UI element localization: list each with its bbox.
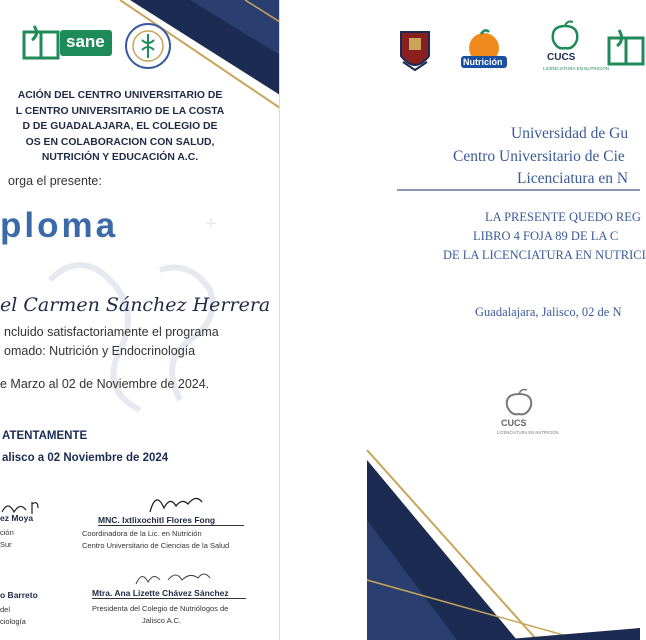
signer-role: Presidenta del Colegio de Nutriólogos de (92, 604, 229, 613)
heading-line: Licenciatura en N (517, 170, 629, 187)
seal-label: CUCS (501, 418, 527, 428)
signer-name: MNC. Ixtlixochitl Flores Fong (98, 515, 216, 525)
apple-leaf-icon (543, 22, 587, 52)
cucs-label: CUCS (547, 52, 576, 63)
signer-role: Centro Universitario de Ciencias de la Salud (82, 541, 230, 550)
header-block (0, 88, 240, 166)
heading-line: Universidad de Gu (511, 125, 629, 142)
registration-page (367, 0, 646, 640)
udg-shield-icon (397, 28, 433, 74)
signer-role: Coordinadora de la Lic. en Nutrición (82, 529, 202, 538)
signer-role: del (0, 605, 11, 614)
corner-decoration-bottom (367, 450, 640, 640)
heading-divider (397, 189, 640, 191)
svg-text:+: + (205, 213, 217, 235)
seal-sub: LICENCIATURA EN NUTRICIÓN (497, 430, 559, 435)
nutricion-label: Nutrición (463, 57, 503, 67)
signer-name: Mtra. Ana Lizette Chávez Sánchez (92, 588, 229, 598)
apple-leaf-icon (499, 390, 539, 418)
record-line: DE LA LICENCIATURA EN NUTRICI (443, 248, 646, 262)
record-line: LIBRO 4 FOJA 89 DE LA C (473, 229, 619, 243)
page-gap (280, 0, 367, 640)
signature-scribble (146, 488, 206, 518)
signer-role: Jalisco A.C. (142, 616, 182, 625)
sane-book-icon (607, 28, 640, 68)
signature-line (92, 598, 246, 599)
place-date: alisco a 02 Noviembre de 2024 (2, 452, 169, 464)
nutricion-logo (459, 28, 509, 74)
signer-name: o Barreto (0, 590, 38, 600)
recipient-name: el Carmen Sánchez Herrera (0, 294, 271, 316)
body-line: omado: Nutrición y Endocrinología (4, 344, 196, 358)
header-line: OS EN COLABORACION CON SALUD, (25, 136, 215, 148)
signature-line (98, 525, 244, 526)
signer-role: ciología (0, 617, 26, 626)
signer-name: ez Moya (0, 513, 34, 523)
closing-text: ATENTAMENTE (2, 430, 88, 442)
record-line: LA PRESENTE QUEDO REG (485, 210, 641, 224)
signature-scribble (132, 566, 216, 588)
diploma-title: ploma (0, 206, 119, 245)
signer-role: Sur (0, 540, 12, 549)
program-dates: e Marzo al 02 de Noviembre de 2024. (0, 377, 210, 391)
sane-logo-text: sane (66, 32, 105, 51)
diploma-page (0, 0, 280, 640)
header-line: NUTRICIÓN Y EDUCACIÓN A.C. (41, 152, 199, 163)
sane-logo (22, 24, 112, 62)
cucs-sub: LICENCIATURA EN NUTRICIÓN (543, 66, 610, 71)
header-line: ACIÓN DEL CENTRO UNIVERSITARIO DE (17, 90, 223, 101)
body-line: ncluido satisfactoriamente el programa (4, 325, 219, 339)
header-line: D DE GUADALAJARA, EL COLEGIO DE (22, 121, 218, 132)
place-date: Guadalajara, Jalisco, 02 de N (475, 305, 622, 319)
orange-fruit-icon (459, 28, 509, 74)
header-line: L CENTRO UNIVERSITARIO DE LA COSTA (15, 105, 225, 117)
colegio-seal-icon (124, 22, 172, 70)
book-icon (22, 24, 62, 62)
grant-text: orga el presente: (8, 174, 102, 188)
heading-line: Centro Universitario de Cie (453, 148, 625, 165)
signer-role: ción (0, 528, 14, 537)
cucs-logo (543, 22, 610, 78)
cucs-seal (497, 390, 559, 442)
